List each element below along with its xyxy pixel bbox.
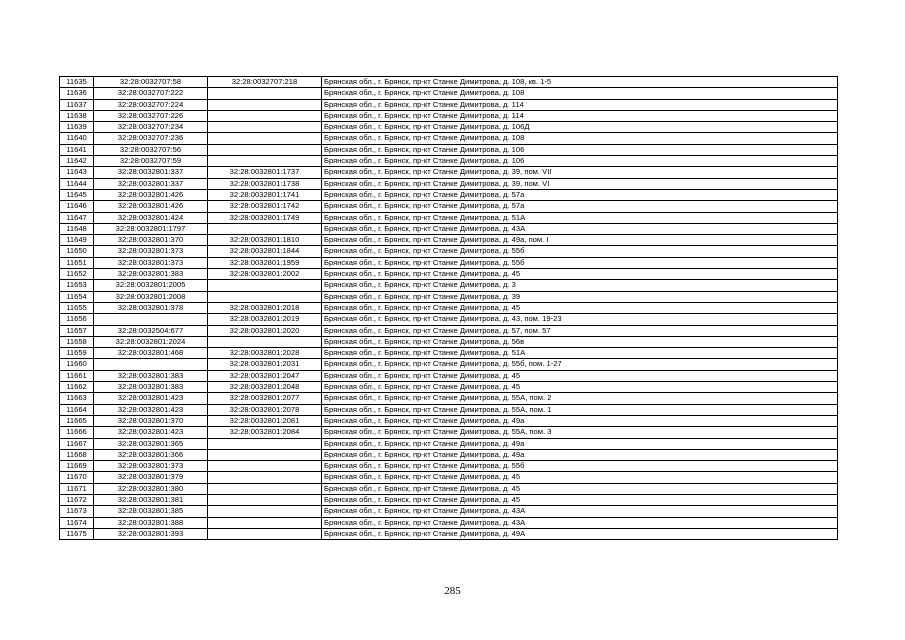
table-row (60, 235, 838, 246)
cadastral-number-cell: 32:28:0032504:677 (94, 325, 208, 336)
row-number-cell: 11652 (60, 269, 94, 280)
cadastral-number-cell: 32:28:0032707:236 (94, 133, 208, 144)
table-row (60, 517, 838, 528)
cadastral-number-cell: 32:28:0032801:423 (94, 427, 208, 438)
row-number-cell: 11648 (60, 223, 94, 234)
cadastral-number-cell: 32:28:0032707:234 (94, 122, 208, 133)
table-row (60, 415, 838, 426)
table-row (60, 223, 838, 234)
address-cell: Брянская обл., г. Брянск, пр-кт Станке Димитрова, д. 108 (322, 88, 838, 99)
property-table-body (60, 77, 838, 540)
related-cadastral-number-cell (208, 99, 322, 110)
row-number-cell: 11655 (60, 302, 94, 313)
cadastral-number-cell: 32:28:0032801:373 (94, 257, 208, 268)
address-cell: Брянская обл., г. Брянск, пр-кт Станке Димитрова, д. 57а (322, 201, 838, 212)
table-row (60, 528, 838, 539)
page-number: 285 (444, 585, 461, 597)
row-number-cell: 11643 (60, 167, 94, 178)
row-number-cell: 11649 (60, 235, 94, 246)
address-cell: Брянская обл., г. Брянск, пр-кт Станке Димитрова, д. 55б (322, 246, 838, 257)
address-cell: Брянская обл., г. Брянск, пр-кт Станке Димитрова, д. 114 (322, 99, 838, 110)
address-cell: Брянская обл., г. Брянск, пр-кт Станке Димитрова, д. 39, пом. VII (322, 167, 838, 178)
row-number-cell: 11653 (60, 280, 94, 291)
row-number-cell: 11663 (60, 393, 94, 404)
address-cell: Брянская обл., г. Брянск, пр-кт Станке Димитрова, д. 3 (322, 280, 838, 291)
related-cadastral-number-cell: 32:28:0032801:1810 (208, 235, 322, 246)
related-cadastral-number-cell (208, 110, 322, 121)
address-cell: Брянская обл., г. Брянск, пр-кт Станке Димитрова, д. 55А, пом. 2 (322, 393, 838, 404)
table-row (60, 144, 838, 155)
row-number-cell: 11659 (60, 348, 94, 359)
table-row (60, 370, 838, 381)
related-cadastral-number-cell: 32:28:0032801:2081 (208, 415, 322, 426)
cadastral-number-cell: 32:28:0032801:423 (94, 404, 208, 415)
cadastral-number-cell: 32:28:0032801:2008 (94, 291, 208, 302)
row-number-cell: 11668 (60, 449, 94, 460)
row-number-cell: 11667 (60, 438, 94, 449)
related-cadastral-number-cell: 32:28:0032801:2078 (208, 404, 322, 415)
related-cadastral-number-cell: 32:28:0032801:2077 (208, 393, 322, 404)
table-row (60, 449, 838, 460)
table-row (60, 110, 838, 121)
related-cadastral-number-cell (208, 494, 322, 505)
table-row (60, 438, 838, 449)
address-cell: Брянская обл., г. Брянск, пр-кт Станке Димитрова, д. 49а (322, 438, 838, 449)
related-cadastral-number-cell (208, 133, 322, 144)
table-row (60, 461, 838, 472)
row-number-cell: 11650 (60, 246, 94, 257)
cadastral-number-cell: 32:28:0032707:56 (94, 144, 208, 155)
address-cell: Брянская обл., г. Брянск, пр-кт Станке Димитрова, д. 49А (322, 528, 838, 539)
related-cadastral-number-cell (208, 449, 322, 460)
row-number-cell: 11671 (60, 483, 94, 494)
related-cadastral-number-cell: 32:28:0032801:2018 (208, 302, 322, 313)
table-row (60, 280, 838, 291)
cadastral-number-cell: 32:28:0032801:423 (94, 393, 208, 404)
address-cell: Брянская обл., г. Брянск, пр-кт Станке Димитрова, д. 55А, пом. 3 (322, 427, 838, 438)
related-cadastral-number-cell: 32:28:0032801:2019 (208, 314, 322, 325)
cadastral-number-cell: 32:28:0032801:468 (94, 348, 208, 359)
cadastral-number-cell: 32:28:0032707:222 (94, 88, 208, 99)
related-cadastral-number-cell: 32:28:0032801:2031 (208, 359, 322, 370)
address-cell: Брянская обл., г. Брянск, пр-кт Станке Димитрова, д. 39, пом. VI (322, 178, 838, 189)
cadastral-number-cell: 32:28:0032801:370 (94, 415, 208, 426)
related-cadastral-number-cell (208, 438, 322, 449)
address-cell: Брянская обл., г. Брянск, пр-кт Станке Димитрова, д. 45 (322, 370, 838, 381)
cadastral-number-cell: 32:28:0032801:424 (94, 212, 208, 223)
related-cadastral-number-cell: 32:28:0032801:1959 (208, 257, 322, 268)
cadastral-number-cell: 32:28:0032801:365 (94, 438, 208, 449)
address-cell: Брянская обл., г. Брянск, пр-кт Станке Димитрова, д. 51А (322, 212, 838, 223)
row-number-cell: 11664 (60, 404, 94, 415)
row-number-cell: 11639 (60, 122, 94, 133)
cadastral-number-cell: 32:28:0032801:337 (94, 167, 208, 178)
table-row (60, 212, 838, 223)
address-cell: Брянская обл., г. Брянск, пр-кт Станке Димитрова, д. 43А (322, 506, 838, 517)
table-row (60, 291, 838, 302)
related-cadastral-number-cell (208, 461, 322, 472)
address-cell: Брянская обл., г. Брянск, пр-кт Станке Димитрова, д. 39 (322, 291, 838, 302)
related-cadastral-number-cell: 32:28:0032707:218 (208, 77, 322, 88)
table-row (60, 178, 838, 189)
address-cell: Брянская обл., г. Брянск, пр-кт Станке Димитрова, д. 45 (322, 472, 838, 483)
related-cadastral-number-cell (208, 483, 322, 494)
row-number-cell: 11661 (60, 370, 94, 381)
address-cell: Брянская обл., г. Брянск, пр-кт Станке Димитрова, д. 45 (322, 269, 838, 280)
row-number-cell: 11637 (60, 99, 94, 110)
related-cadastral-number-cell (208, 144, 322, 155)
address-cell: Брянская обл., г. Брянск, пр-кт Станке Димитрова, д. 106 (322, 144, 838, 155)
table-row (60, 201, 838, 212)
table-row (60, 393, 838, 404)
cadastral-number-cell: 32:28:0032801:337 (94, 178, 208, 189)
row-number-cell: 11645 (60, 189, 94, 200)
address-cell: Брянская обл., г. Брянск, пр-кт Станке Димитрова, д. 55А, пом. 1 (322, 404, 838, 415)
row-number-cell: 11657 (60, 325, 94, 336)
address-cell: Брянская обл., г. Брянск, пр-кт Станке Димитрова, д. 108, кв. 1-5 (322, 77, 838, 88)
cadastral-number-cell: 32:28:0032801:373 (94, 461, 208, 472)
address-cell: Брянская обл., г. Брянск, пр-кт Станке Димитрова, д. 55б (322, 257, 838, 268)
address-cell: Брянская обл., г. Брянск, пр-кт Станке Димитрова, д. 56в (322, 336, 838, 347)
table-row (60, 122, 838, 133)
table-row (60, 257, 838, 268)
row-number-cell: 11647 (60, 212, 94, 223)
table-row (60, 246, 838, 257)
table-row (60, 167, 838, 178)
row-number-cell: 11674 (60, 517, 94, 528)
cadastral-number-cell: 32:28:0032801:370 (94, 235, 208, 246)
cadastral-number-cell: 32:28:0032801:381 (94, 494, 208, 505)
cadastral-number-cell: 32:28:0032801:1797 (94, 223, 208, 234)
cadastral-number-cell (94, 314, 208, 325)
cadastral-number-cell: 32:28:0032707:224 (94, 99, 208, 110)
row-number-cell: 11669 (60, 461, 94, 472)
cadastral-number-cell: 32:28:0032801:378 (94, 302, 208, 313)
related-cadastral-number-cell: 32:28:0032801:1737 (208, 167, 322, 178)
table-row (60, 189, 838, 200)
cadastral-number-cell: 32:28:0032801:426 (94, 189, 208, 200)
cadastral-number-cell: 32:28:0032801:380 (94, 483, 208, 494)
table-row (60, 348, 838, 359)
address-cell: Брянская обл., г. Брянск, пр-кт Станке Димитрова, д. 43, пом. 19-23 (322, 314, 838, 325)
table-row (60, 325, 838, 336)
address-cell: Брянская обл., г. Брянск, пр-кт Станке Димитрова, д. 45 (322, 302, 838, 313)
address-cell: Брянская обл., г. Брянск, пр-кт Станке Димитрова, д. 55б (322, 461, 838, 472)
cadastral-number-cell: 32:28:0032801:383 (94, 269, 208, 280)
address-cell: Брянская обл., г. Брянск, пр-кт Станке Димитрова, д. 49а (322, 449, 838, 460)
related-cadastral-number-cell: 32:28:0032801:1844 (208, 246, 322, 257)
cadastral-number-cell: 32:28:0032801:393 (94, 528, 208, 539)
related-cadastral-number-cell: 32:28:0032801:2047 (208, 370, 322, 381)
row-number-cell: 11656 (60, 314, 94, 325)
row-number-cell: 11662 (60, 382, 94, 393)
address-cell: Брянская обл., г. Брянск, пр-кт Станке Димитрова, д. 45 (322, 494, 838, 505)
related-cadastral-number-cell (208, 88, 322, 99)
cadastral-number-cell: 32:28:0032801:2024 (94, 336, 208, 347)
cadastral-number-cell: 32:28:0032801:2005 (94, 280, 208, 291)
table-row (60, 359, 838, 370)
row-number-cell: 11640 (60, 133, 94, 144)
related-cadastral-number-cell: 32:28:0032801:2020 (208, 325, 322, 336)
cadastral-number-cell: 32:28:0032801:388 (94, 517, 208, 528)
related-cadastral-number-cell (208, 472, 322, 483)
related-cadastral-number-cell (208, 291, 322, 302)
table-row (60, 314, 838, 325)
table-row (60, 302, 838, 313)
related-cadastral-number-cell (208, 506, 322, 517)
cadastral-number-cell: 32:28:0032707:59 (94, 156, 208, 167)
row-number-cell: 11665 (60, 415, 94, 426)
row-number-cell: 11646 (60, 201, 94, 212)
row-number-cell: 11654 (60, 291, 94, 302)
cadastral-number-cell: 32:28:0032707:226 (94, 110, 208, 121)
address-cell: Брянская обл., г. Брянск, пр-кт Станке Димитрова, д. 106Д (322, 122, 838, 133)
address-cell: Брянская обл., г. Брянск, пр-кт Станке Димитрова, д. 49а (322, 415, 838, 426)
row-number-cell: 11641 (60, 144, 94, 155)
related-cadastral-number-cell (208, 336, 322, 347)
row-number-cell: 11638 (60, 110, 94, 121)
address-cell: Брянская обл., г. Брянск, пр-кт Станке Димитрова, д. 57, пом. 57 (322, 325, 838, 336)
related-cadastral-number-cell: 32:28:0032801:1749 (208, 212, 322, 223)
table-row (60, 427, 838, 438)
table-row (60, 336, 838, 347)
address-cell: Брянская обл., г. Брянск, пр-кт Станке Димитрова, д. 43А (322, 223, 838, 234)
row-number-cell: 11644 (60, 178, 94, 189)
related-cadastral-number-cell (208, 528, 322, 539)
table-row (60, 133, 838, 144)
cadastral-number-cell: 32:28:0032801:426 (94, 201, 208, 212)
related-cadastral-number-cell: 32:28:0032801:1742 (208, 201, 322, 212)
table-row (60, 99, 838, 110)
address-cell: Брянская обл., г. Брянск, пр-кт Станке Димитрова, д. 55б, пом. 1-27 (322, 359, 838, 370)
table-row (60, 483, 838, 494)
related-cadastral-number-cell: 32:28:0032801:2028 (208, 348, 322, 359)
cadastral-number-cell: 32:28:0032801:379 (94, 472, 208, 483)
address-cell: Брянская обл., г. Брянск, пр-кт Станке Димитрова, д. 106 (322, 156, 838, 167)
cadastral-number-cell: 32:28:0032801:383 (94, 370, 208, 381)
related-cadastral-number-cell (208, 156, 322, 167)
row-number-cell: 11675 (60, 528, 94, 539)
related-cadastral-number-cell: 32:28:0032801:2002 (208, 269, 322, 280)
property-table (59, 76, 838, 540)
address-cell: Брянская обл., г. Брянск, пр-кт Станке Димитрова, д. 49а, пом. I (322, 235, 838, 246)
address-cell: Брянская обл., г. Брянск, пр-кт Станке Димитрова, д. 57а (322, 189, 838, 200)
related-cadastral-number-cell (208, 223, 322, 234)
table-row (60, 382, 838, 393)
row-number-cell: 11658 (60, 336, 94, 347)
table-row (60, 506, 838, 517)
related-cadastral-number-cell: 32:28:0032801:2048 (208, 382, 322, 393)
cadastral-number-cell: 32:28:0032801:366 (94, 449, 208, 460)
row-number-cell: 11635 (60, 77, 94, 88)
table-row (60, 156, 838, 167)
row-number-cell: 11642 (60, 156, 94, 167)
address-cell: Брянская обл., г. Брянск, пр-кт Станке Димитрова, д. 43А (322, 517, 838, 528)
cadastral-number-cell (94, 359, 208, 370)
row-number-cell: 11666 (60, 427, 94, 438)
address-cell: Брянская обл., г. Брянск, пр-кт Станке Димитрова, д. 51А (322, 348, 838, 359)
related-cadastral-number-cell (208, 122, 322, 133)
table-row (60, 88, 838, 99)
related-cadastral-number-cell: 32:28:0032801:1738 (208, 178, 322, 189)
row-number-cell: 11673 (60, 506, 94, 517)
related-cadastral-number-cell: 32:28:0032801:1741 (208, 189, 322, 200)
row-number-cell: 11636 (60, 88, 94, 99)
row-number-cell: 11651 (60, 257, 94, 268)
address-cell: Брянская обл., г. Брянск, пр-кт Станке Димитрова, д. 45 (322, 483, 838, 494)
cadastral-number-cell: 32:28:0032801:383 (94, 382, 208, 393)
row-number-cell: 11670 (60, 472, 94, 483)
cadastral-number-cell: 32:28:0032707:58 (94, 77, 208, 88)
address-cell: Брянская обл., г. Брянск, пр-кт Станке Димитрова, д. 108 (322, 133, 838, 144)
table-row (60, 77, 838, 88)
table-row (60, 494, 838, 505)
related-cadastral-number-cell (208, 517, 322, 528)
row-number-cell: 11660 (60, 359, 94, 370)
related-cadastral-number-cell: 32:28:0032801:2084 (208, 427, 322, 438)
address-cell: Брянская обл., г. Брянск, пр-кт Станке Димитрова, д. 114 (322, 110, 838, 121)
cadastral-number-cell: 32:28:0032801:373 (94, 246, 208, 257)
address-cell: Брянская обл., г. Брянск, пр-кт Станке Димитрова, д. 45 (322, 382, 838, 393)
table-row (60, 472, 838, 483)
related-cadastral-number-cell (208, 280, 322, 291)
row-number-cell: 11672 (60, 494, 94, 505)
table-row (60, 269, 838, 280)
table-row (60, 404, 838, 415)
cadastral-number-cell: 32:28:0032801:385 (94, 506, 208, 517)
